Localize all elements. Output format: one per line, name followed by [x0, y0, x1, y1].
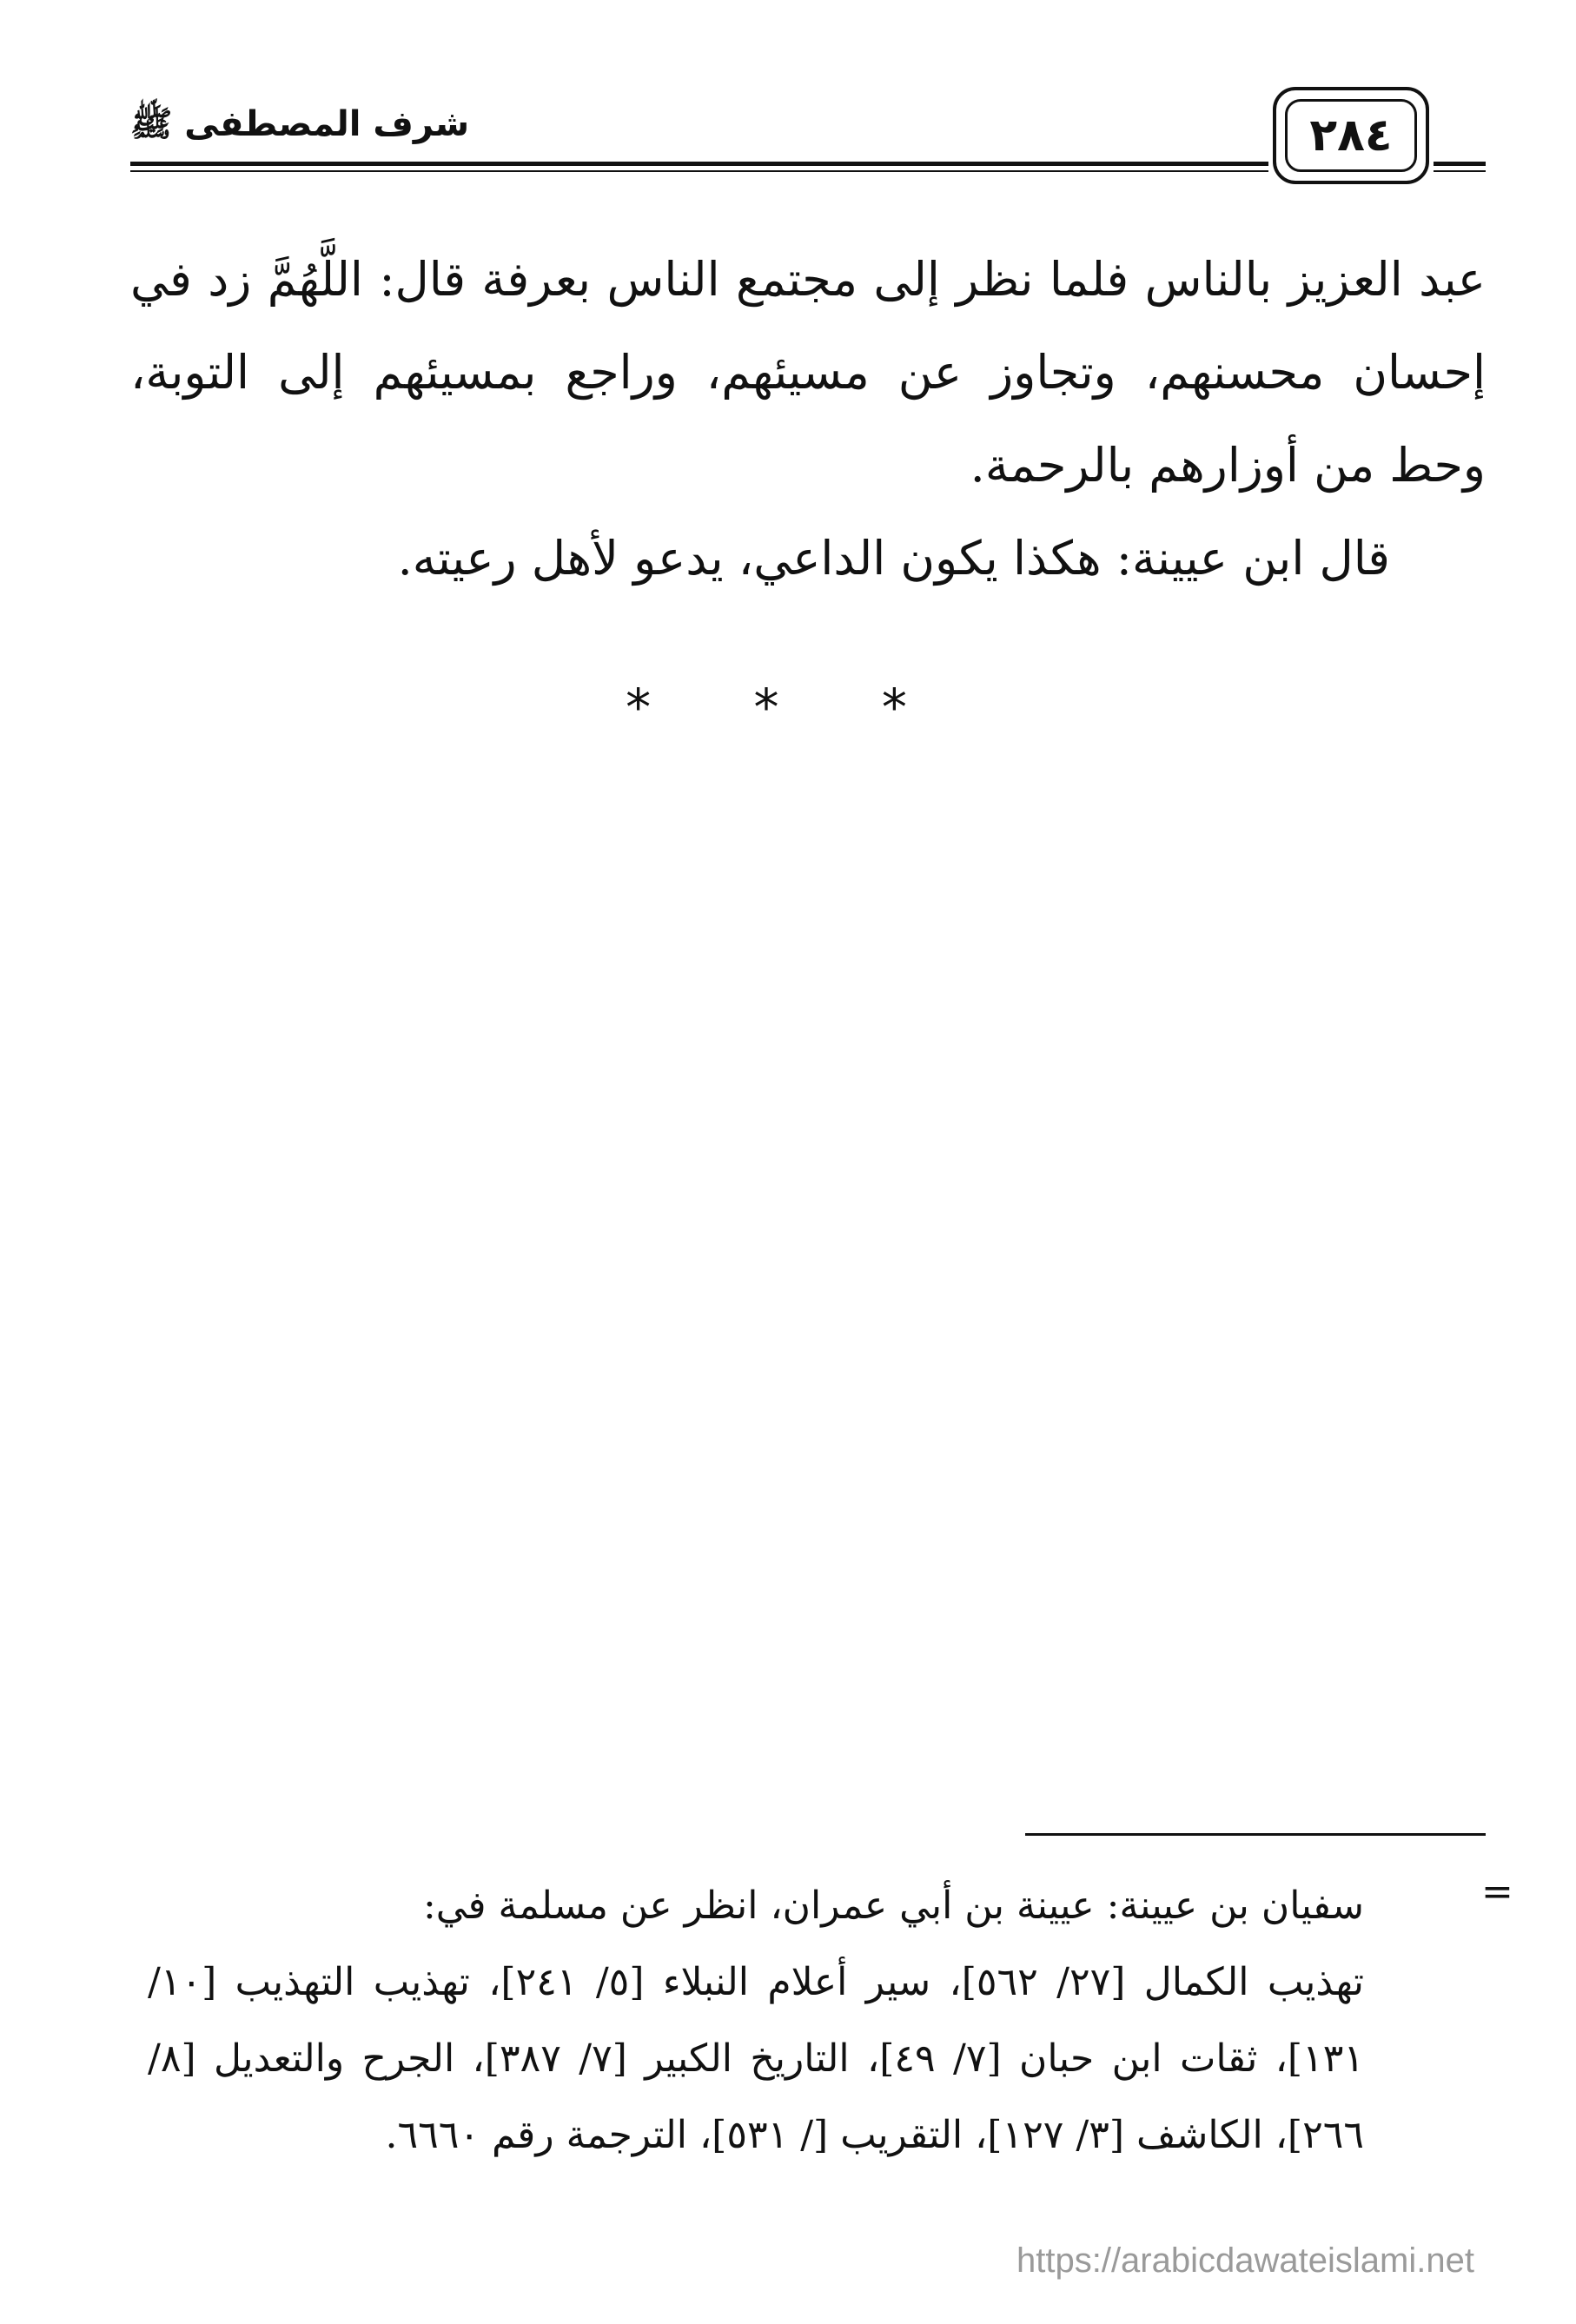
page-number: ٢٨٤ — [1309, 109, 1393, 162]
running-title: شرف المصطفى ﷺ — [130, 104, 470, 144]
header-rule-thick — [130, 162, 1268, 166]
paragraph: عبد العزيز بالناس فلما نظر إلى مجتمع الناس بعرفة قال: اللَّهُمَّ زد في إحسان محسنهم، وتجاوز عن مسيئهم، وراجع بمسيئهم إلى التوبة، وحط من أوزارهم بالرحمة. — [130, 252, 1486, 493]
header-rule-thin — [130, 170, 1268, 172]
footnote-line: سفيان بن عيينة: عيينة بن أبي عمران، انظر عن مسلمة في: — [422, 1884, 1364, 1928]
paragraph: قال ابن عيينة: هكذا يكون الداعي، يدعو لأهل رعيته. — [397, 531, 1390, 586]
main-text — [130, 233, 1486, 605]
page-number-inner-frame — [1285, 99, 1417, 172]
footnote-continuation-marker: = — [1481, 1870, 1513, 1914]
footnote-references: تهذيب الكمال [٢٧/ ٥٦٢]، سير أعلام النبلاء [٥/ ٢٤١]، تهذيب التهذيب [١٠/ ١٣١]، ثقات ابن حبان [٧/ ٤٩]، التاريخ الكبير [٧/ ٣٨٧]، الجرح والتعديل [٨/ ٢٦٦]، الكاشف [٣/ ١٢٧]، التقريب [/ ٥٣١]، الترجمة رقم ٦٦٦٠. — [148, 1960, 1364, 2157]
header-rule-thick-right — [1434, 162, 1486, 166]
footnote — [148, 1868, 1364, 2174]
page-header — [130, 87, 1486, 191]
header-rule-thin-right — [1434, 170, 1486, 172]
watermark-url: https://arabicdawateislami.net — [1016, 2241, 1474, 2280]
section-separator: * * * — [626, 678, 950, 737]
footnote-divider — [1025, 1833, 1486, 1836]
page-number-frame — [1273, 87, 1429, 184]
